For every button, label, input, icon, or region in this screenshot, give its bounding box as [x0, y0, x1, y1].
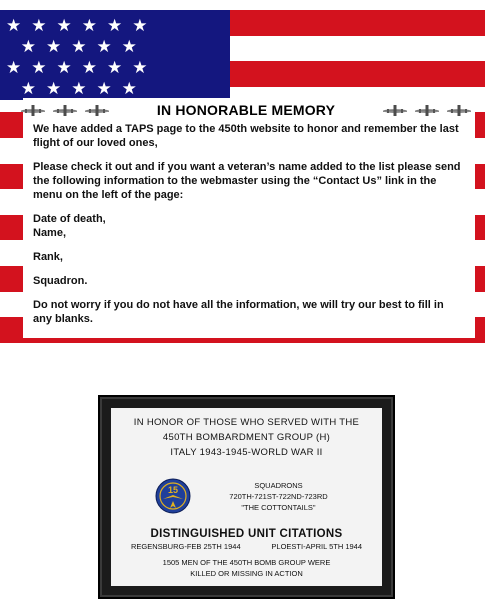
bomber-plane-icon	[83, 102, 111, 118]
casualties-line-2: KILLED OR MISSING IN ACTION	[190, 569, 303, 578]
notice-title: IN HONORABLE MEMORY	[156, 102, 336, 118]
citations-title: DISTINGUISHED UNIT CITATIONS	[150, 528, 343, 540]
plaque-line-2: 450TH BOMBARDMENT GROUP (H)	[162, 432, 331, 443]
bomber-plane-icon	[445, 102, 473, 118]
squadrons-block	[219, 480, 339, 513]
right-bomber-icons	[381, 102, 473, 118]
bomber-plane-icon	[19, 102, 47, 118]
fifteenth-air-force-emblem-icon	[155, 478, 191, 514]
memorial-notice	[23, 98, 475, 338]
field-rank: Rank,	[33, 251, 63, 263]
emblem-number: 15	[167, 485, 178, 495]
plaque-line-3: ITALY 1943-1945-WORLD WAR II	[170, 447, 323, 458]
squadron-row	[111, 474, 382, 518]
citations-row	[111, 540, 382, 551]
instructions-paragraph: Please check it out and if you want a veteran’s name added to the list please send the following information to the webmaster using the “Contact Us” link in the menu on the left of the page:	[33, 161, 461, 201]
flag-canton-stars: ★★★★★★ ★★★★★ ★★★★★★ ★★★★★	[0, 10, 230, 100]
memorial-plaque	[98, 395, 395, 599]
spacer	[33, 240, 465, 250]
spacer	[33, 202, 465, 212]
spacer	[33, 288, 465, 298]
closing-paragraph: Do not worry if you do not have all the information, we will try our best to fill in any blanks.	[33, 299, 444, 325]
plaque-line-1: IN HONOR OF THOSE WHO SERVED WITH THE	[133, 417, 360, 428]
flag-banner	[0, 10, 485, 343]
group-nickname: "THE COTTONTAILS"	[241, 502, 316, 512]
plaque-face	[111, 408, 382, 586]
notice-heading-row	[19, 98, 473, 122]
field-squadron: Squadron.	[33, 275, 88, 287]
casualties-line-1: 1505 MEN OF THE 450TH BOMB GROUP WERE	[162, 558, 331, 567]
citation-ploesti: PLOESTI-APRIL 5TH 1944	[271, 542, 362, 551]
field-date-of-death: Date of death,	[33, 213, 106, 225]
spacer	[33, 150, 465, 160]
squadrons-label: SQUADRONS	[254, 480, 303, 490]
intro-paragraph: We have added a TAPS page to the 450th website to honor and remember the last flight of our loved ones,	[33, 123, 459, 149]
bomber-plane-icon	[413, 102, 441, 118]
citation-regensburg: REGENSBURG-FEB 25TH 1944	[131, 542, 241, 551]
spacer	[33, 264, 465, 274]
bomber-plane-icon	[381, 102, 409, 118]
squadrons-list: 720TH-721ST-722ND-723RD	[229, 491, 328, 501]
left-bomber-icons	[19, 102, 111, 118]
bomber-plane-icon	[51, 102, 79, 118]
field-name: Name,	[33, 227, 67, 239]
casualties-text	[111, 557, 382, 579]
